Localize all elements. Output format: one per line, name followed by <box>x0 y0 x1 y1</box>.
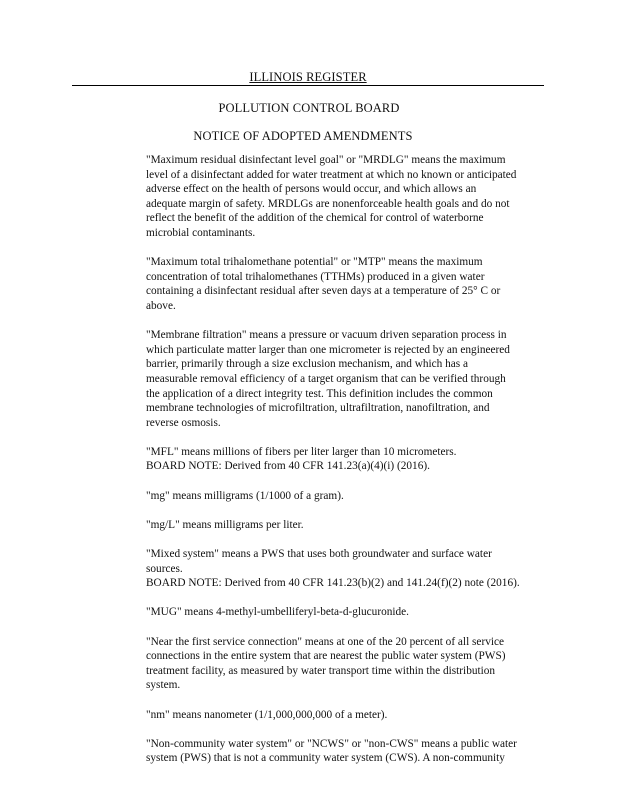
board-note-mixed-system: BOARD NOTE: Derived from 40 CFR 141.23(b)(2) and 141.24(f)(2) note (2016). <box>146 577 520 590</box>
definition-mg-per-liter: "mg/L" means milligrams per liter. <box>146 518 304 531</box>
definition-mfl: "MFL" means millions of fibers per liter larger than 10 micrometers. <box>146 445 457 458</box>
notice-title: NOTICE OF ADOPTED AMENDMENTS <box>193 129 413 143</box>
definition-nm: "nm" means nanometer (1/1,000,000,000 of a meter). <box>146 708 388 721</box>
document-body <box>146 153 546 781</box>
header-rule <box>72 85 544 86</box>
definition-mrdlg: "Maximum residual disinfectant level goal" or "MRDLG" means the maximum level of a disinfectant added for water treatment at which no known or anticipated adverse effect on the health of persons would occur, and which allows an adequate margin of safety. MRDLGs are nonenforceable health goals and do not reflect the benefit of the addition of the chemical for control of waterborne microbial contaminants. <box>146 154 517 239</box>
definition-mug: "MUG" means 4-methyl-umbelliferyl-beta-d-glucuronide. <box>146 606 410 619</box>
definition-membrane-filtration: "Membrane filtration" means a pressure or vacuum driven separation process in which particulate matter larger than one micrometer is rejected by an engineered barrier, primarily through a size exclusion mechanism, and which has a measurable removal efficiency of a target organism that can be verified through the application of a direct integrity test. This definition includes the common membrane technologies of microfiltration, ultrafiltration, nanofiltration, and reverse osmosis. <box>146 329 510 429</box>
definition-mtp: "Maximum total trihalomethane potential" or "MTP" means the maximum concentration of total trihalomethanes (TTHMs) produced in a given water containing a disinfectant residual after seven days at a temperature of 25° C or above. <box>146 256 501 312</box>
register-title: ILLINOIS REGISTER <box>249 70 367 84</box>
definition-mg: "mg" means milligrams (1/1000 of a gram). <box>146 489 344 502</box>
board-title: POLLUTION CONTROL BOARD <box>218 101 400 115</box>
definition-mixed-system: "Mixed system" means a PWS that uses both groundwater and surface water sources. <box>146 548 492 575</box>
definition-near-first-service-connection: "Near the first service connection" means at one of the 20 percent of all service connections in the entire system that are nearest the public water system (PWS) treatment facility, as measured by water transport time within the distribution system. <box>146 635 506 692</box>
board-note-mfl: BOARD NOTE: Derived from 40 CFR 141.23(a)(4)(i) (2016). <box>146 460 430 473</box>
definition-ncws: "Non-community water system" or "NCWS" or "non-CWS" means a public water system (PWS) that is not a community water system (CWS). A non-community <box>146 737 517 765</box>
